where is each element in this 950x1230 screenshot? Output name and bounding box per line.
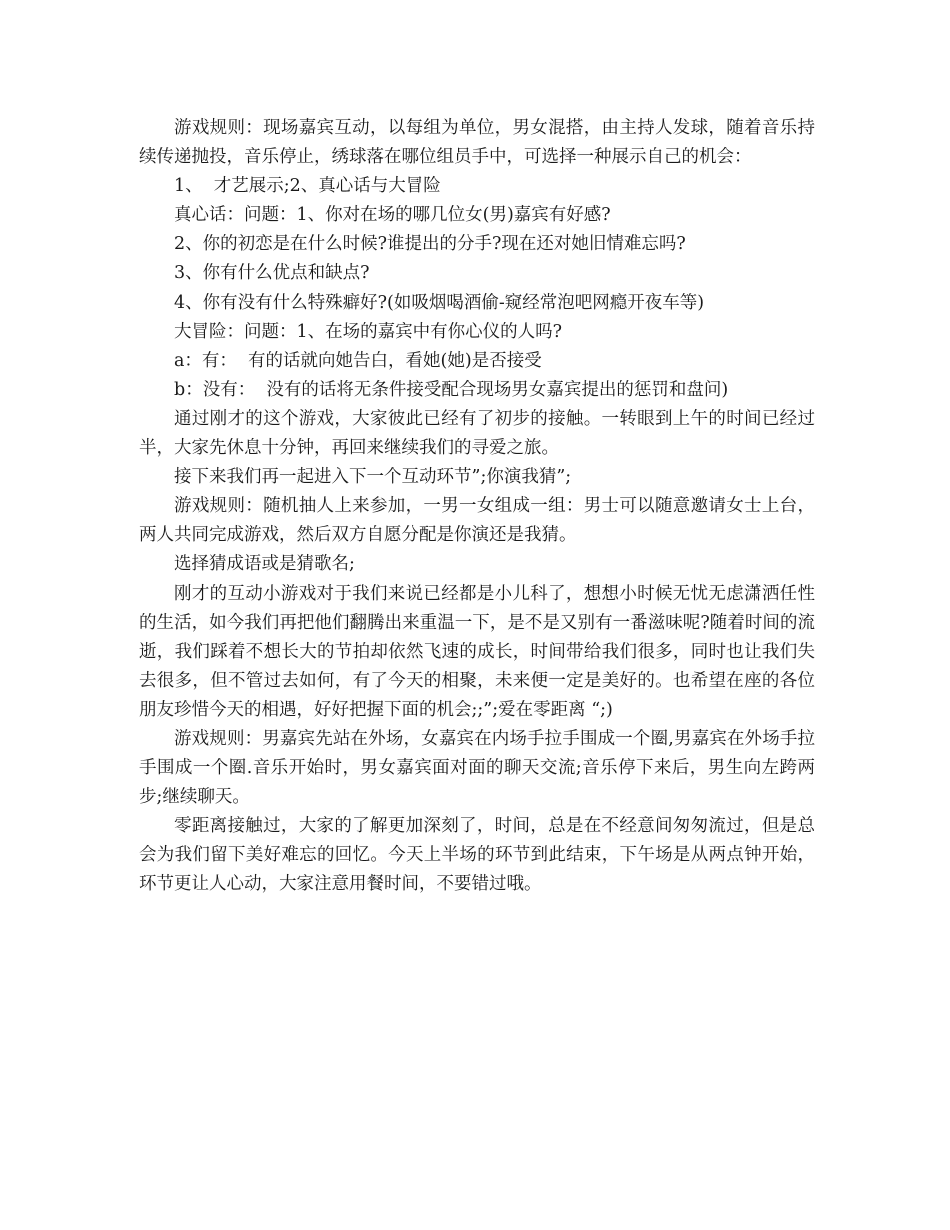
- paragraph-truth-q3: 3、你有什么优点和缺点?: [174, 263, 370, 284]
- paragraph-truth-q1: 真心话：问题：1、你对在场的哪几位女(男)嘉宾有好感?: [174, 205, 611, 226]
- document-body: [139, 114, 815, 900]
- paragraph-truth-q4: 4、你有没有什么特殊癖好?(如吸烟喝酒偷-窥经常泡吧网瘾开夜车等): [174, 292, 705, 313]
- paragraph-dare-answer-b: b：没有： 没有的话将无条件接受配合现场男女嘉宾提出的惩罚和盘问): [174, 379, 729, 400]
- paragraph-next-segment: 接下来我们再一起进入下一个互动环节”;你演我猜”;: [174, 467, 572, 488]
- paragraph-closing: 零距离接触过，大家的了解更加深刻了，时间，总是在不经意间匆匆流过，但是总会为我们留下美好难忘的回忆。今天上半场的环节到此结束，下午场是从两点钟开始，环节更让人心动，大家注意用餐时间，不要错过哦。: [139, 816, 815, 895]
- paragraph-charades-rules: 游戏规则：随机抽人上来参加，一男一女组成一组：男士可以随意邀请女士上台，两人共同完成游戏，然后双方自愿分配是你演还是我猜。: [139, 496, 815, 546]
- paragraph-guess-choice: 选择猜成语或是猜歌名;: [174, 554, 355, 575]
- paragraph-options: 1、 才艺展示;2、真心话与大冒险: [174, 176, 441, 197]
- paragraph-truth-q2: 2、你的初恋是在什么时候?谁提出的分手?现在还对她旧情难忘吗?: [174, 234, 686, 255]
- paragraph-dare-answer-a: a：有： 有的话就向她告白，看她(她)是否接受: [174, 350, 542, 371]
- paragraph-game-rules-intro: 游戏规则：现场嘉宾互动，以每组为单位，男女混搭，由主持人发球，随着音乐持续传递抛投，音乐停止，绣球落在哪位组员手中，可选择一种展示自己的机会：: [139, 118, 815, 168]
- paragraph-zero-distance-rules: 游戏规则：男嘉宾先站在外场，女嘉宾在内场手拉手围成一个圈,男嘉宾在外场手拉手围成一个圈.音乐开始时，男女嘉宾面对面的聊天交流;音乐停下来后，男生向左跨两步;继续聊天。: [139, 728, 815, 808]
- paragraph-dare-q1: 大冒险：问题：1、在场的嘉宾中有你心仪的人吗?: [174, 321, 563, 342]
- paragraph-reflection: 刚才的互动小游戏对于我们来说已经都是小儿科了，想想小时候无忧无虑潇洒任性的生活，如今我们再把他们翻腾出来重温一下，是不是又别有一番滋味呢?随着时间的流逝，我们踩着不想长大的节拍却依然飞速的成长，时间带给我们很多，同时也让我们失去很多，但不管过去如何，有了今天的相聚，未来便一定是美好的。也希望在座的各位朋友珍惜今天的相遇，好好把握下面的机会;;”;爱在零距离 “;): [139, 583, 815, 720]
- paragraph-transition-break: 通过刚才的这个游戏，大家彼此已经有了初步的接触。一转眼到上午的时间已经过半，大家先休息十分钟，再回来继续我们的寻爱之旅。: [139, 408, 815, 459]
